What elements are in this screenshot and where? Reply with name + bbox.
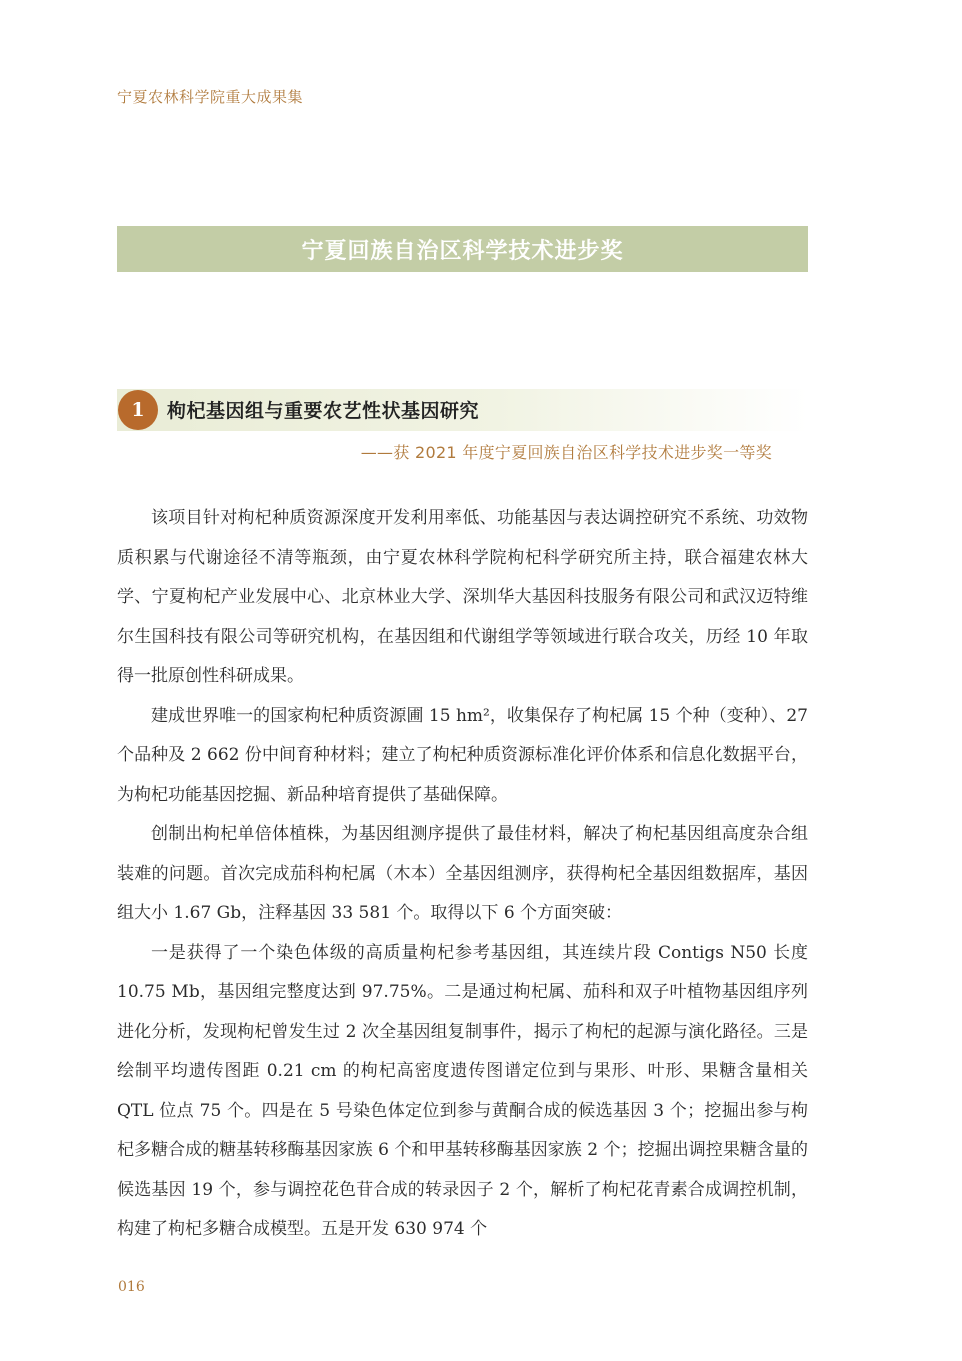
- paragraph: 该项目针对枸杞种质资源深度开发利用率低、功能基因与表达调控研究不系统、功效物质积累与代谢途径不清等瓶颈，由宁夏农林科学院枸杞科学研究所主持，联合福建农林大学、宁夏枸杞产业发展中心、北京林业大学、深圳华大基因科技服务有限公司和武汉迈特维尔生国科技有限公司等研究机构，在基因组和代谢组学等领域进行联合攻关，历经 10 年取得一批原创性科研成果。: [117, 508, 808, 686]
- paragraph: 创制出枸杞单倍体植株，为基因组测序提供了最佳材料，解决了枸杞基因组高度杂合组装难的问题。首次完成茄科枸杞属（木本）全基因组测序，获得枸杞全基因组数据库，基因组大小 1.67 Gb，注释基因 33 581 个。取得以下 6 个方面突破：: [117, 824, 808, 923]
- section-title: 枸杞基因组与重要农艺性状基因研究: [167, 400, 480, 422]
- page-number: 016: [118, 1279, 145, 1295]
- award-category-banner: [117, 226, 808, 272]
- running-header: 宁夏农林科学院重大成果集: [117, 88, 304, 106]
- section-number-badge: 1: [118, 390, 158, 430]
- paragraph: 一是获得了一个染色体级的高质量枸杞参考基因组，其连续片段 Contigs N50 长度 10.75 Mb，基因组完整度达到 97.75%。二是通过枸杞属、茄科和双子叶植物基因组序列进化分析，发现枸杞曾发生过 2 次全基因组复制事件，揭示了枸杞的起源与演化路径。三是绘制平均遗传图距 0.21 cm 的枸杞高密度遗传图谱定位到与果形、叶形、果糖含量相关 QTL 位点 75 个。四是在 5 号染色体定位到参与黄酮合成的候选基因 3 个；挖掘出参与枸杞多糖合成的糖基转移酶基因家族 6 个和甲基转移酶基因家族 2 个；挖掘出调控果糖含量的候选基因 19 个，参与调控花色苷合成的转录因子 2 个，解析了枸杞花青素合成调控机制，构建了枸杞多糖合成模型。五是开发 630 974 个: [117, 942, 808, 1239]
- paragraph: 建成世界唯一的国家枸杞种质资源圃 15 hm²，收集保存了枸杞属 15 个种（变种）、27 个品种及 2 662 份中间育种材料；建立了枸杞种质资源标准化评价体系和信息化数据平台，为枸杞功能基因挖掘、新品种培育提供了基础保障。: [117, 705, 808, 805]
- award-category-title: 宁夏回族自治区科学技术进步奖: [301, 237, 624, 264]
- section-subtitle: ——获 2021 年度宁夏回族自治区科学技术进步奖一等奖: [360, 443, 772, 462]
- body-text: [117, 499, 808, 1250]
